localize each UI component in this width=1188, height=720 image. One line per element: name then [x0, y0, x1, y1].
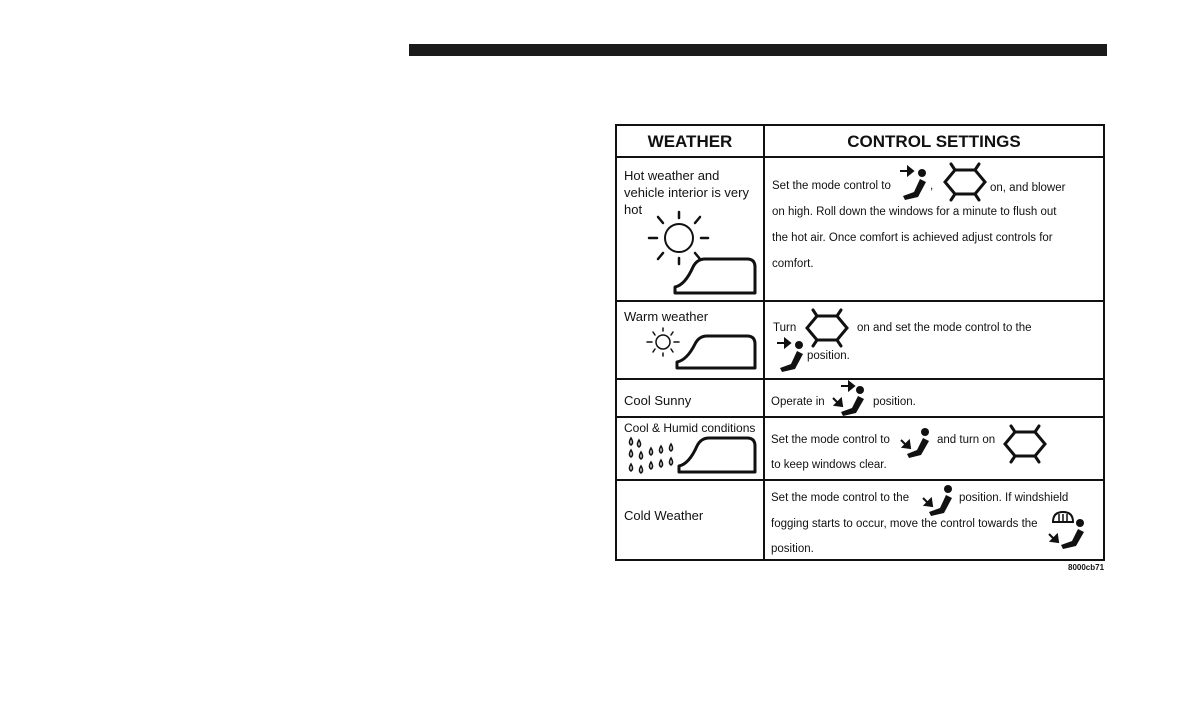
raindrops-icon — [627, 436, 679, 478]
ac-snowflake-icon — [1003, 424, 1047, 464]
floor-mode-icon — [901, 428, 933, 458]
header-weather: WEATHER — [647, 132, 733, 151]
car-window-icon — [673, 334, 759, 372]
weather-cool-sunny: Cool Sunny — [624, 393, 692, 408]
weather-cool-humid: Cool & Humid conditions — [624, 421, 756, 435]
panel-vent-mode-icon — [777, 338, 807, 372]
weather-warm: Warm weather — [624, 309, 709, 324]
ac-snowflake-icon — [943, 162, 987, 202]
header-rule — [409, 44, 1107, 56]
car-window-icon — [671, 257, 757, 297]
figure-code: 8000cb71 — [1068, 563, 1105, 572]
climate-control-table: WEATHER CONTROL SETTINGS Hot weather and vehicle interior is very hot Set the mode control to , on, and blower on high. Roll down the windows for a minute to flush out the hot air. Once comfort is achieved adjust controls for comfort. Warm weather Turn on and set the mode control to the position. Cool Sunny Operate in position. Cool & Humid conditions Set the mode control to and turn on to keep windows clear. Cold Weather Set the mode control to the position. If windshield fogging starts to occur, move the control towards the position. — [615, 124, 1105, 561]
car-window-icon — [675, 436, 759, 476]
floor-mode-icon — [923, 484, 955, 518]
weather-hot: Hot weather and vehicle interior is very hot — [624, 168, 749, 217]
panel-vent-mode-icon — [900, 166, 930, 200]
bilevel-mode-icon — [833, 382, 867, 416]
header-control-settings: CONTROL SETTINGS — [847, 132, 1021, 151]
defrost-floor-mode-icon — [1049, 510, 1087, 550]
weather-cold: Cold Weather — [624, 508, 704, 523]
ac-snowflake-icon — [805, 308, 849, 348]
